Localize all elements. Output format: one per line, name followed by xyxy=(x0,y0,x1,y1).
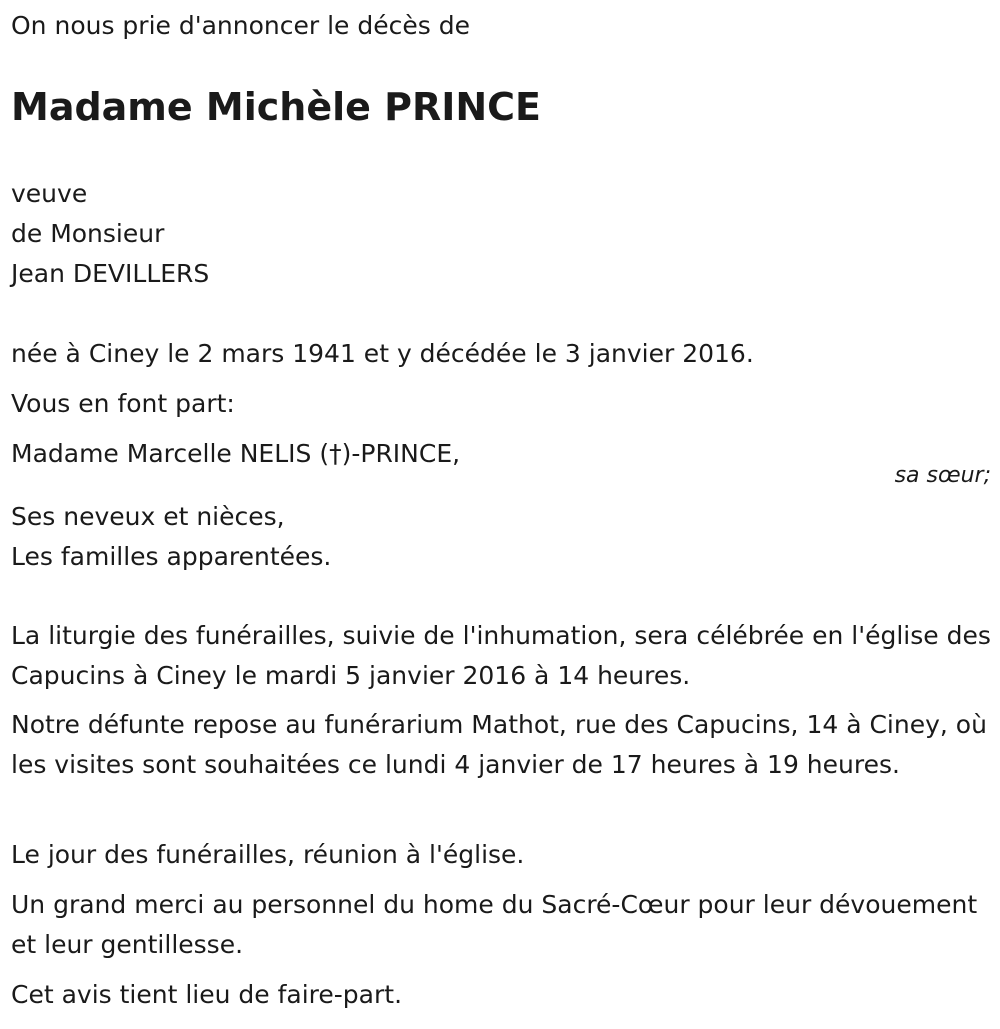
funeral-paragraph: La liturgie des funérailles, suivie de l'inhumation, sera célébrée en l'église des Capucins à Ciney le mardi 5 janvier 2016 à 14 heures. xyxy=(11,621,991,690)
birth-death-line: née à Ciney le 2 mars 1941 et y décédée le 3 janvier 2016. xyxy=(11,339,754,368)
widow-of-block xyxy=(11,174,991,294)
thanks-paragraph: Un grand merci au personnel du home du Sacré-Cœur pour leur dévouement et leur gentillesse. xyxy=(11,890,978,959)
sister-relation: sa sœur; xyxy=(894,463,991,488)
widow-line-1: veuve xyxy=(11,179,88,208)
family-block xyxy=(11,497,991,577)
nephews-line: Ses neveux et nièces, xyxy=(11,502,285,531)
meeting-line: Le jour des funérailles, réunion à l'église. xyxy=(11,840,525,869)
announced-by-line: Vous en font part: xyxy=(11,389,235,418)
sister-line: Madame Marcelle NELIS (†)-PRINCE, xyxy=(11,439,461,468)
notice-intro: On nous prie d'annoncer le décès de xyxy=(11,11,470,40)
funerarium-paragraph: Notre défunte repose au funérarium Mathot, rue des Capucins, 14 à Ciney, où les visites sont souhaitées ce lundi 4 janvier de 17 heures à 19 heures. xyxy=(11,710,987,779)
widow-line-2: de Monsieur xyxy=(11,219,165,248)
closing-line: Cet avis tient lieu de faire-part. xyxy=(11,980,403,1009)
widow-line-3: Jean DEVILLERS xyxy=(11,259,210,288)
deceased-name: Madame Michèle PRINCE xyxy=(11,85,542,129)
families-line: Les familles apparentées. xyxy=(11,542,332,571)
